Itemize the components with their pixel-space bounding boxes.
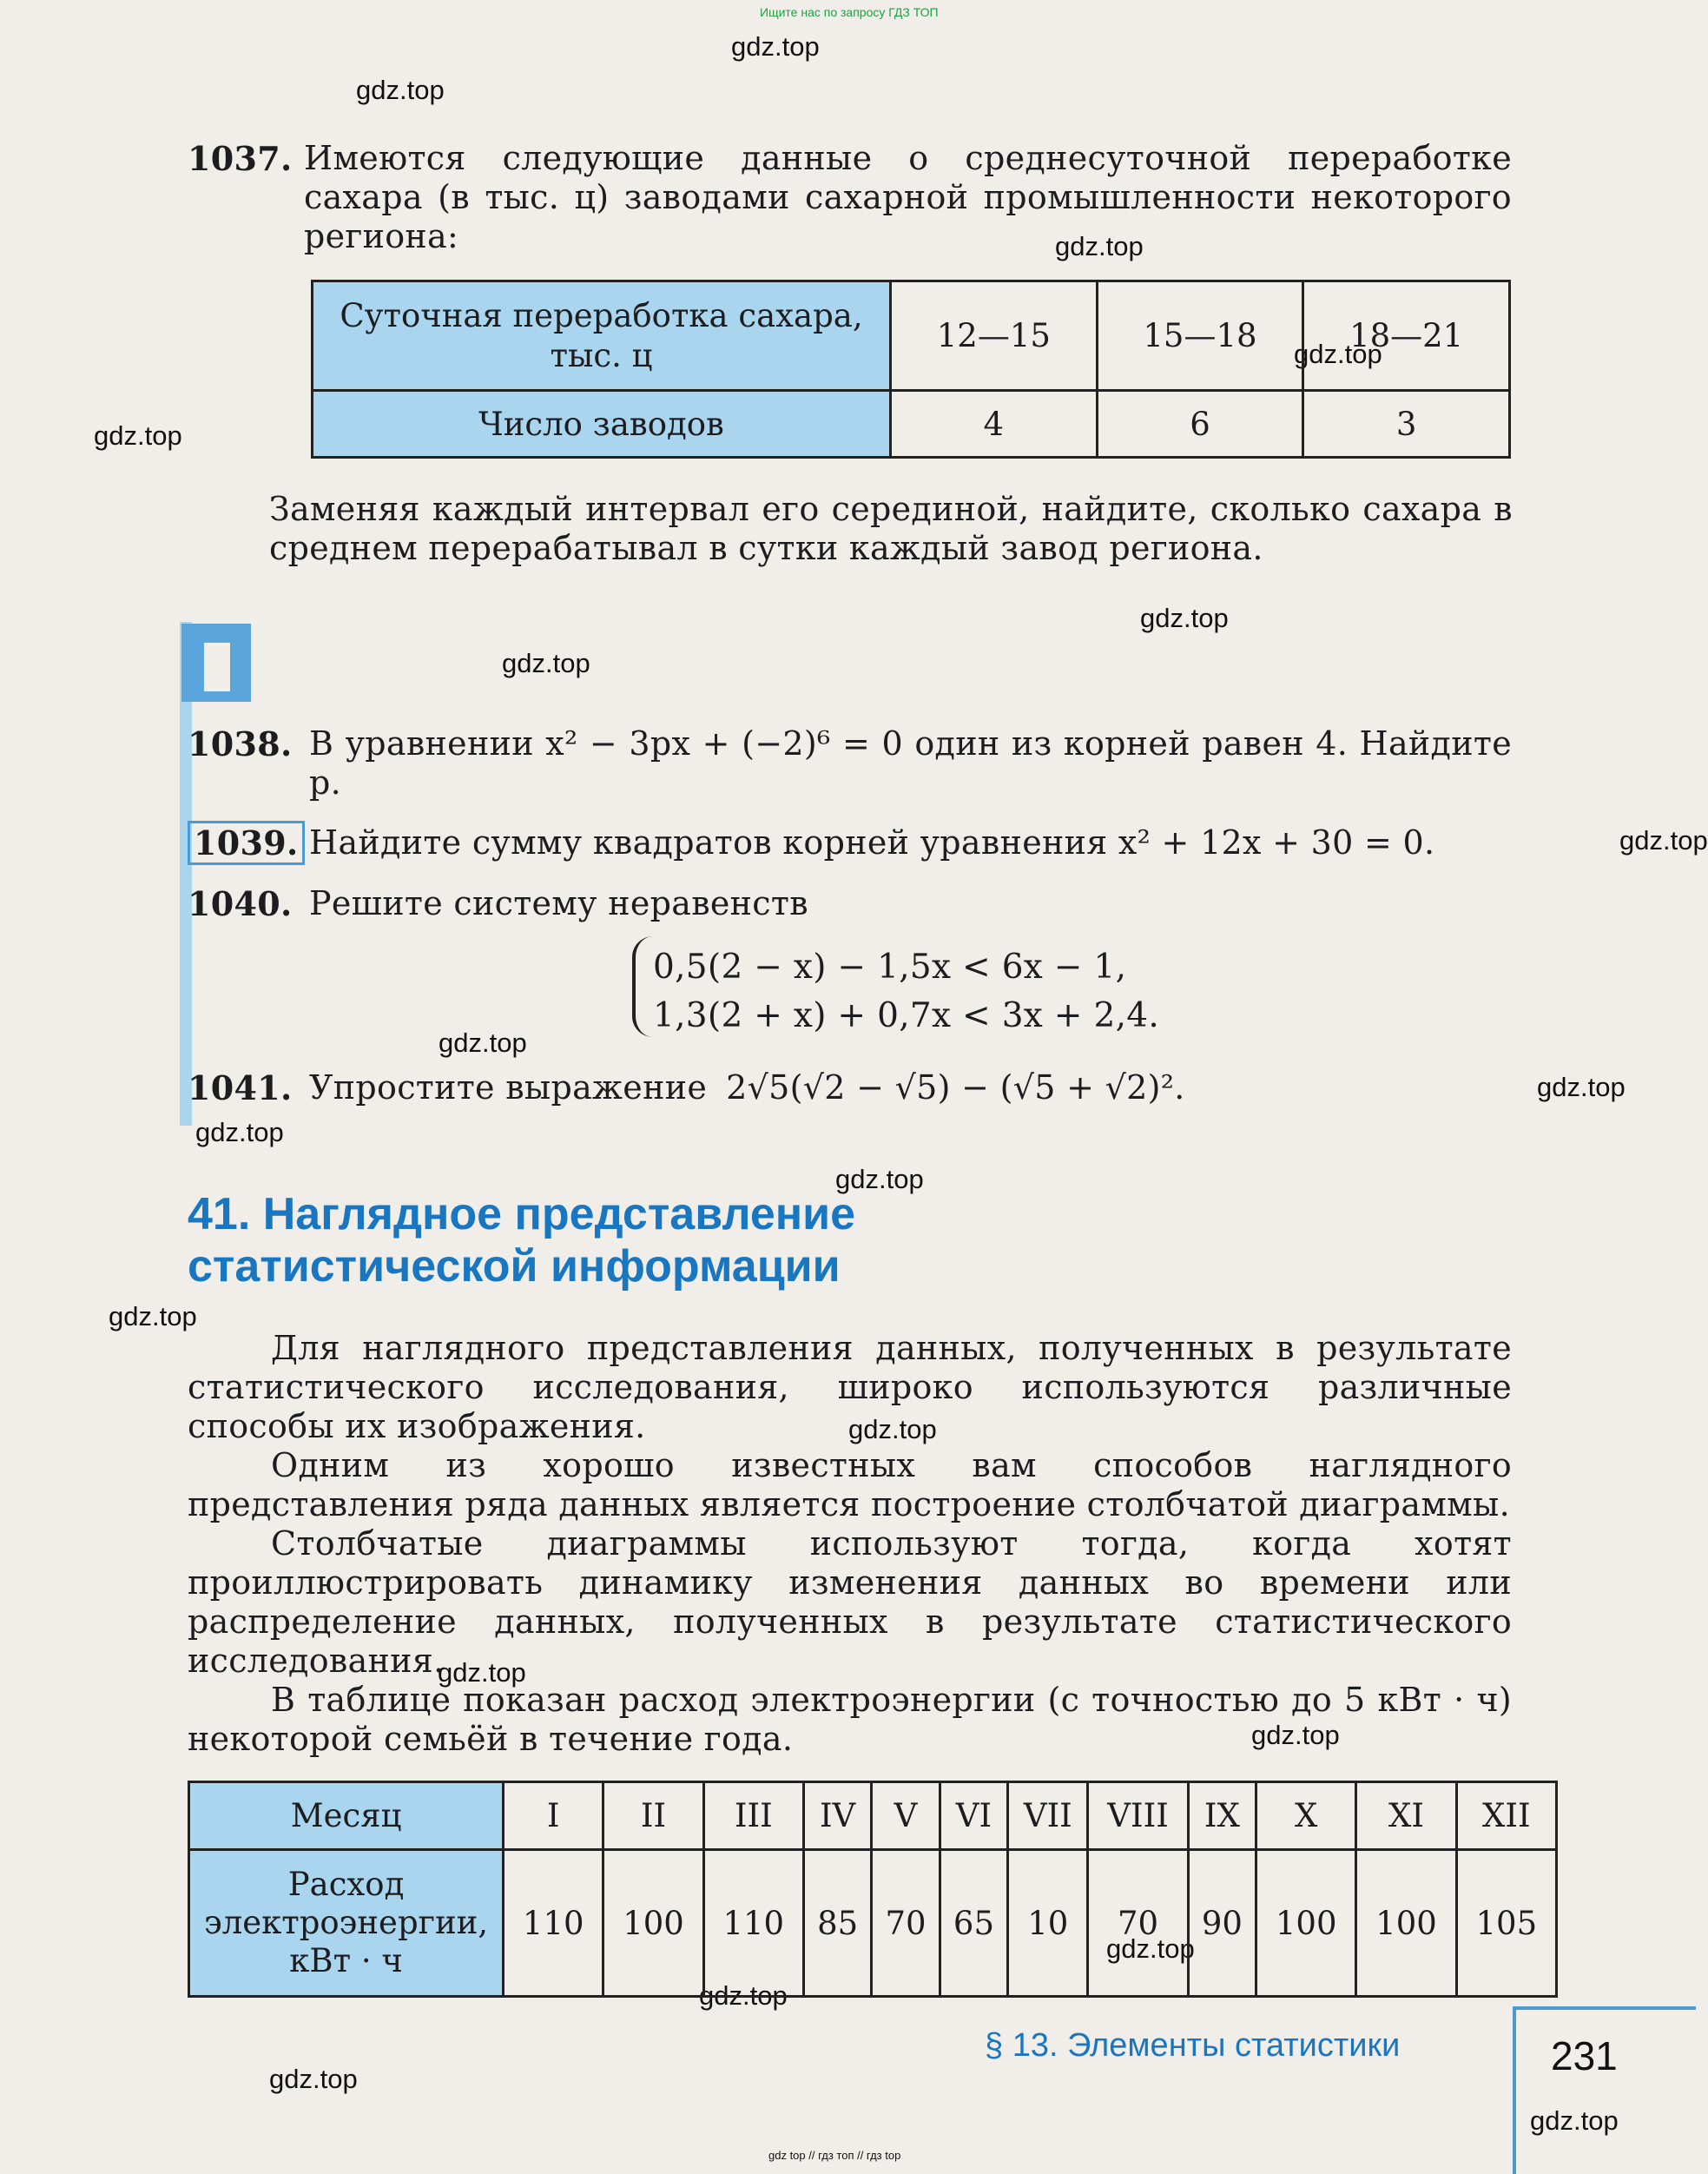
energy-table [188, 1781, 1558, 1998]
exercise-number: 1040. [188, 884, 293, 923]
exercise-1038 [188, 724, 1512, 803]
watermark: gdz.top [1619, 825, 1708, 856]
exercise-1039 [188, 823, 1512, 862]
bottom-note: gdz top // гдз топ // гдз top [768, 2149, 901, 2162]
watermark: gdz.top [195, 1117, 284, 1147]
page-number: 231 [1551, 2033, 1618, 2078]
value-cell: 10 [1008, 1850, 1088, 1997]
watermark: gdz.top [835, 1164, 924, 1194]
header-label: Расход электроэнергии, кВт · ч [189, 1850, 504, 1997]
value-cell: 100 [603, 1850, 703, 1997]
value-cell: 105 [1456, 1850, 1556, 1997]
value-cell: 70 [872, 1850, 940, 1997]
section-title-line: статистической информации [188, 1241, 841, 1292]
header-label: Месяц [189, 1782, 504, 1850]
table-cell: 15—18 [1097, 281, 1303, 391]
paragraph: В таблице показан расход электроэнергии (с точностью до 5 кВт · ч) некоторой семьёй в течение года. [188, 1681, 1512, 1758]
month-cell: VIII [1088, 1782, 1188, 1850]
watermark: gdz.top [1530, 2105, 1619, 2136]
section-title [188, 1188, 855, 1292]
month-cell: X [1256, 1782, 1356, 1850]
value-cell: 65 [940, 1850, 1007, 1997]
watermark: gdz.top [1294, 339, 1382, 369]
exercise-text: В уравнении x² − 3px + (−2)⁶ = 0 один из корней равен 4. Найдите p. [309, 724, 1512, 802]
paragraph: Одним из хорошо известных вам способов наглядного представления ряда данных является построение столбчатой диаграммы. [188, 1446, 1512, 1523]
exercise-text: Решите систему неравенств [309, 884, 808, 922]
exercise-text: Упростите выражение [309, 1068, 708, 1107]
section-title-line: 41. Наглядное представление [188, 1189, 856, 1239]
watermark: gdz.top [109, 1301, 197, 1331]
row-label: Суточная переработка сахара, тыс. ц [313, 281, 891, 391]
exercise-number: 1037. [188, 139, 293, 178]
inequality-system [653, 943, 1159, 1041]
watermark: gdz.top [439, 1028, 527, 1058]
inequality-line: 1,3(2 + x) + 0,7x < 3x + 2,4. [653, 996, 1160, 1035]
month-cell: I [504, 1782, 603, 1850]
table-cell: 18—21 [1303, 281, 1510, 391]
paragraph: Для наглядного представления данных, полученных в результате статистического исследования, широко используются различные способы их изображения. [188, 1329, 1512, 1445]
watermark: gdz.top [269, 2064, 358, 2094]
watermark: gdz.top [731, 31, 820, 62]
watermark: gdz.top [1055, 231, 1144, 261]
watermark: gdz.top [848, 1414, 937, 1444]
repeat-flag-icon [181, 624, 251, 702]
math-expression: 2√5(√2 − √5) − (√5 + √2)². [726, 1068, 1185, 1107]
value-cell: 100 [1256, 1850, 1356, 1997]
chapter-footer: § 13. Элементы статистики [985, 2027, 1401, 2064]
value-cell: 90 [1188, 1850, 1256, 1997]
exercise-1037-task: Заменяя каждый интервал его серединой, найдите, сколько сахара в среднем перерабатывал в сутки каждый завод региона. [269, 490, 1513, 567]
inequality-line: 0,5(2 − x) − 1,5x < 6x − 1, [653, 948, 1127, 987]
month-cell: VI [940, 1782, 1007, 1850]
exercise-number: 1038. [188, 724, 293, 763]
footer-divider [1513, 2006, 1696, 2010]
body-text [188, 1329, 1512, 1759]
table-cell: 6 [1097, 391, 1303, 458]
month-cell: VII [1008, 1782, 1088, 1850]
value-cell: 70 [1088, 1850, 1188, 1997]
footer-divider [1513, 2006, 1516, 2174]
exercise-number: 1039. [188, 821, 305, 865]
value-cell: 110 [703, 1850, 803, 1997]
exercise-1037 [188, 139, 1512, 256]
exercise-text: Найдите сумму квадратов корней уравнения x² + 12x + 30 = 0. [309, 823, 1435, 862]
row-label: Число заводов [313, 391, 891, 458]
watermark: gdz.top [502, 648, 590, 678]
watermark: gdz.top [438, 1657, 526, 1688]
month-cell: IV [803, 1782, 871, 1850]
month-cell: II [603, 1782, 703, 1850]
watermark: gdz.top [1140, 603, 1229, 633]
value-cell: 100 [1356, 1850, 1456, 1997]
sugar-table [311, 280, 1511, 459]
value-cell: 110 [504, 1850, 603, 1997]
month-cell: XI [1356, 1782, 1456, 1850]
watermark: gdz.top [94, 420, 182, 451]
watermark: gdz.top [699, 1980, 788, 2011]
value-cell: 85 [803, 1850, 871, 1997]
exercise-text: Имеются следующие данные о среднесуточной переработке сахара (в тыс. ц) заводами сахарной промышленности некоторого региона: [304, 139, 1512, 255]
watermark: gdz.top [1106, 1933, 1195, 1964]
table-cell: 3 [1303, 391, 1510, 458]
paragraph: Столбчатые диаграммы используют тогда, когда хотят проиллюстрировать динамику изменения данных во времени или распределение данных, полученных в результате статистического исследования. [188, 1524, 1512, 1680]
top-note: Ищите нас по запросу ГДЗ ТОП [760, 5, 939, 19]
exercise-1041 [188, 1068, 1512, 1107]
month-cell: V [872, 1782, 940, 1850]
watermark: gdz.top [1251, 1720, 1340, 1750]
watermark: gdz.top [1537, 1072, 1626, 1102]
table-cell: 12—15 [891, 281, 1098, 391]
table-cell: 4 [891, 391, 1098, 458]
exercise-number: 1041. [188, 1068, 293, 1107]
month-cell: XII [1456, 1782, 1556, 1850]
exercise-1040 [188, 884, 1512, 923]
month-cell: IX [1188, 1782, 1256, 1850]
month-cell: III [703, 1782, 803, 1850]
watermark: gdz.top [356, 75, 445, 105]
